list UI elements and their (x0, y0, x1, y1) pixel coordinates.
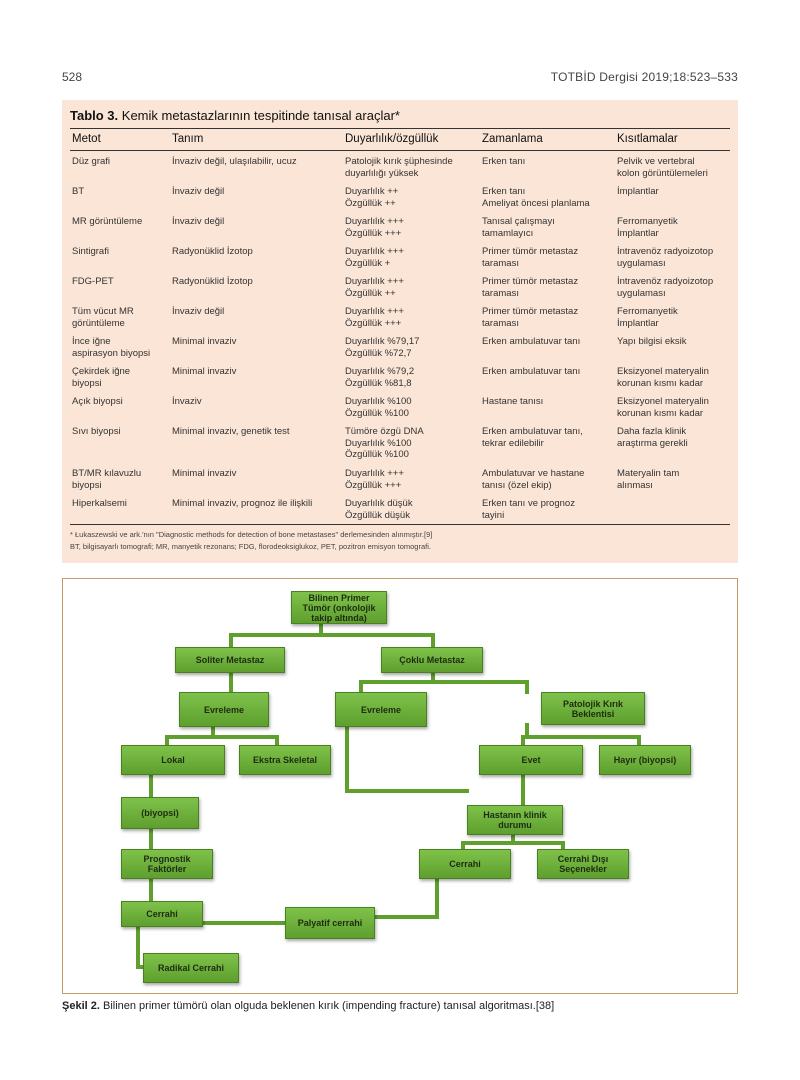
table-cell: Erken ambulatuvar tanı, tekrar edilebilir (482, 426, 583, 449)
table-cell: Pelvik ve vertebral kolon görüntülemeleri (617, 156, 708, 179)
table-title-text: Kemik metastazlarının tespitinde tanısal araçlar* (121, 108, 400, 123)
column-header: Zamanlama (482, 133, 543, 145)
table-cell: Sıvı biyopsi (72, 426, 121, 437)
table-cell: BT (72, 186, 85, 197)
table-cell: Radyonüklid İzotop (172, 276, 253, 287)
table-cell: Duyarlılık %100 Özgüllük %100 (345, 396, 412, 419)
node-radical-surgery: Radikal Cerrahi (143, 953, 239, 983)
table-header-rule (70, 150, 730, 151)
journal-header: TOTBİD Dergisi 2019;18:523–533 (550, 70, 738, 84)
table-bottom-rule (70, 524, 730, 525)
column-header: Tanım (172, 133, 204, 145)
column-header: Duyarlılık/özgüllük (345, 133, 439, 145)
table-title (70, 108, 400, 123)
node-surgery-left: Cerrahi (121, 901, 203, 927)
table-cell: İnvaziv değil (172, 216, 225, 227)
node-staging-multiple: Evreleme (335, 692, 427, 727)
table-cell: Ambulatuvar ve hastane tanısı (özel ekip) (482, 468, 585, 491)
table-cell: Tüm vücut MR görüntüleme (72, 306, 134, 329)
table-cell: Materyalin tam alınması (617, 468, 680, 491)
figure-caption-label: Şekil 2. (62, 1000, 100, 1012)
table-cell: Yapı bilgisi eksik (617, 336, 687, 347)
table-cell: Erken tanı (482, 156, 526, 167)
table-cell: Daha fazla klinik araştırma gerekli (617, 426, 688, 449)
node-known-primary-tumor: Bilinen Primer Tümör (onkolojik takip altında) (291, 591, 387, 624)
table-cell: Erken tanı Ameliyat öncesi planlama (482, 186, 590, 209)
node-local: Lokal (121, 745, 225, 775)
figure-caption-text: Bilinen primer tümörü olan olguda beklenen kırık (impending fracture) tanısal algoritması.[38] (102, 1000, 555, 1012)
figure-frame (62, 578, 738, 994)
table-cell: Duyarlılık +++ Özgüllük + (345, 246, 404, 269)
node-yes: Evet (479, 745, 583, 775)
table-cell: İnce iğne aspirasyon biyopsi (72, 336, 151, 359)
table-top-rule (70, 128, 730, 129)
node-staging-solitary: Evreleme (179, 692, 269, 727)
table-cell: Eksizyonel materyalin korunan kısmı kadar (617, 366, 709, 389)
table-cell: Duyarlılık %79,17 Özgüllük %72,7 (345, 336, 420, 359)
table-cell: MR görüntüleme (72, 216, 143, 227)
table-cell: Minimal invaziv, genetik test (172, 426, 290, 437)
node-patient-clinical-status: Hastanın klinik durumu (467, 805, 563, 835)
table-cell: İnvaziv değil, ulaşılabilir, ucuz (172, 156, 297, 167)
table-cell: Açık biyopsi (72, 396, 123, 407)
table-cell: BT/MR kılavuzlu biyopsi (72, 468, 142, 491)
node-extra-skeletal: Ekstra Skeletal (239, 745, 331, 775)
node-non-surgical-options: Cerrahi Dışı Seçenekler (537, 849, 629, 879)
table-cell: İntravenöz radyoizotop uygulaması (617, 246, 714, 269)
node-biopsy: (biyopsi) (121, 797, 199, 829)
table-footnote: * Łukaszewski ve ark.'nın "Diagnostic methods for detection of bone metastases" derlemesinden alınmıştır.[9] (70, 530, 433, 539)
table-cell: Duyarlılık ++ Özgüllük ++ (345, 186, 399, 209)
table-cell: Minimal invaziv (172, 336, 237, 347)
table-cell: İnvaziv (172, 396, 202, 407)
table-cell: Duyarlılık +++ Özgüllük ++ (345, 276, 404, 299)
table-cell: İnvaziv değil (172, 186, 225, 197)
table-cell: Erken ambulatuvar tanı (482, 366, 581, 377)
table-cell: Hastane tanısı (482, 396, 544, 407)
page-number: 528 (62, 70, 83, 84)
table-cell: İmplantlar (617, 186, 659, 197)
table-label: Tablo 3. (70, 108, 119, 123)
flowchart-connectors (63, 579, 737, 993)
table-cell: Minimal invaziv (172, 468, 237, 479)
node-solitary-metastasis: Soliter Metastaz (175, 647, 285, 673)
node-no-biopsy: Hayır (biyopsi) (599, 745, 691, 775)
table-cell: Primer tümör metastaz taraması (482, 276, 579, 299)
table-cell: Erken tanı ve prognoz tayini (482, 498, 575, 521)
table-cell: Ferromanyetik İmplantlar (617, 216, 678, 239)
table-cell: Radyonüklid İzotop (172, 246, 253, 257)
table-cell: Primer tümör metastaz taraması (482, 246, 579, 269)
node-multiple-metastasis: Çoklu Metastaz (381, 647, 483, 673)
node-surgery-right: Cerrahi (419, 849, 511, 879)
table-cell: Minimal invaziv, prognoz ile ilişkili (172, 498, 313, 509)
table-cell: Tanısal çalışmayı tamamlayıcı (482, 216, 555, 239)
table-cell: İnvaziv değil (172, 306, 225, 317)
table-abbreviations: BT, bilgisayarlı tomografi; MR, manyetik rezonans; FDG, florodeoksiglukoz, PET, pozitron emisyon tomografi. (70, 542, 431, 551)
node-pathologic-fracture-expectation: Patolojik Kırık Beklentisi (541, 692, 645, 725)
table-cell: Düz grafi (72, 156, 111, 167)
table-cell: Primer tümör metastaz taraması (482, 306, 579, 329)
table-cell: Duyarlılık +++ Özgüllük +++ (345, 216, 404, 239)
table-panel (62, 100, 738, 563)
table-cell: FDG-PET (72, 276, 114, 287)
table-cell: Minimal invaziv (172, 366, 237, 377)
column-header: Metot (72, 133, 101, 145)
table-cell: İntravenöz radyoizotop uygulaması (617, 276, 714, 299)
table-cell: Erken ambulatuvar tanı (482, 336, 581, 347)
table-cell: Patolojik kırık şüphesinde duyarlılığı yüksek (345, 156, 453, 179)
table-cell: Çekirdek iğne biyopsi (72, 366, 131, 389)
node-prognostic-factors: Prognostik Faktörler (121, 849, 213, 879)
table-cell: Eksizyonel materyalin korunan kısmı kadar (617, 396, 709, 419)
table-cell: Duyarlılık düşük Özgüllük düşük (345, 498, 413, 521)
table-cell: Duyarlılık +++ Özgüllük +++ (345, 468, 404, 491)
node-palliative-surgery: Palyatif cerrahi (285, 907, 375, 939)
table-cell: Hiperkalsemi (72, 498, 127, 509)
column-header: Kısıtlamalar (617, 133, 678, 145)
table-cell: Ferromanyetik İmplantlar (617, 306, 678, 329)
table-cell: Sintigrafi (72, 246, 109, 257)
table-cell: Duyarlılık +++ Özgüllük +++ (345, 306, 404, 329)
figure-caption (62, 1000, 554, 1012)
table-cell: Tümöre özgü DNA Duyarlılık %100 Özgüllük %100 (345, 426, 424, 460)
table-cell: Duyarlılık %79,2 Özgüllük %81,8 (345, 366, 415, 389)
